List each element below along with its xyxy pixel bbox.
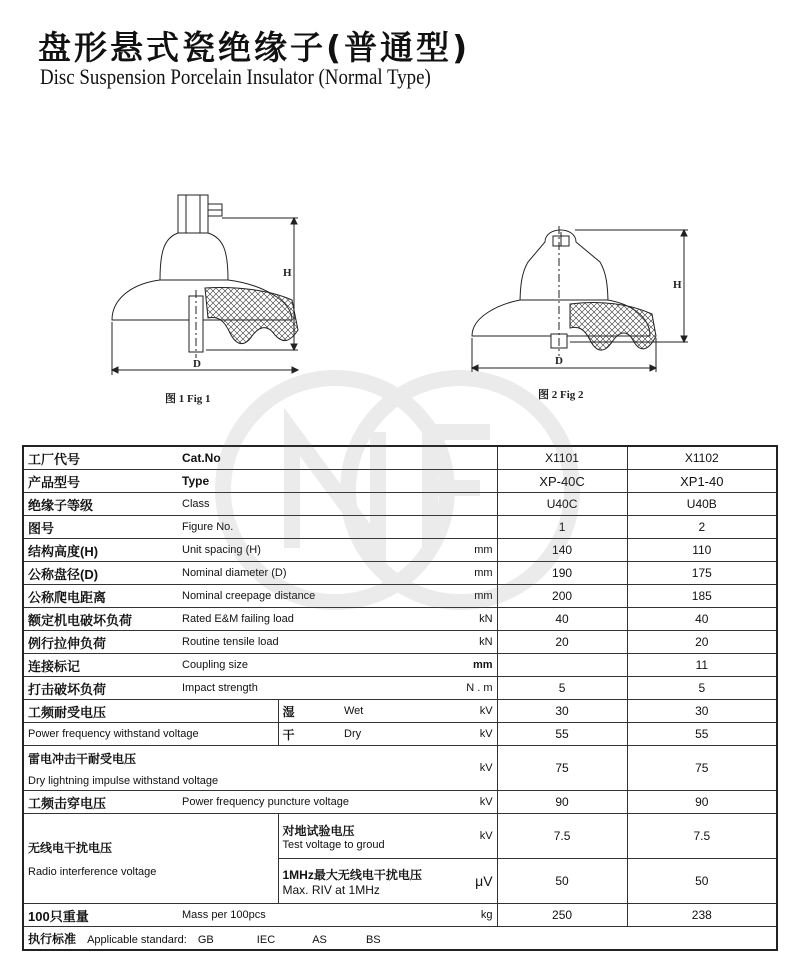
spec-table xyxy=(22,445,778,951)
cell-value: 75 xyxy=(497,746,627,791)
row-label-cn: 额定机电破坏负荷 xyxy=(23,608,178,631)
cell-value: 90 xyxy=(627,791,777,814)
cell-value: 200 xyxy=(497,585,627,608)
row-label-en: Dry lightning impulse withstand voltage xyxy=(28,774,219,787)
row-label-cn: 产品型号 xyxy=(23,470,178,493)
row-unit: μV xyxy=(442,859,497,904)
cell-value: 175 xyxy=(627,562,777,585)
cell-value: 20 xyxy=(497,631,627,654)
cell-value: 40 xyxy=(627,608,777,631)
figure-2-caption: 图 2 Fig 2 xyxy=(538,389,584,401)
table-row-type xyxy=(23,470,777,493)
row-label-en: Coupling size xyxy=(178,654,442,677)
row-unit: kV xyxy=(442,791,497,814)
cell-value: 11 xyxy=(627,654,777,677)
cell-value: U40C xyxy=(497,493,627,516)
cell-x1102: X1102 xyxy=(627,446,777,470)
cell-value: 1 xyxy=(497,516,627,539)
row-label-en: Power frequency puncture voltage xyxy=(178,791,442,814)
table-row-riv-test xyxy=(23,814,777,859)
test-voltage-label-cn: 对地试验电压 xyxy=(282,823,355,838)
table-row-pfw-dry xyxy=(23,723,777,746)
table-row-figure xyxy=(23,516,777,539)
row-label-en: Routine tensile load xyxy=(178,631,442,654)
figure-1-caption: 图 1 Fig 1 xyxy=(165,393,211,405)
cell-x1101: X1101 xyxy=(497,446,627,470)
row-label-cn: 公称盘径(D) xyxy=(23,562,178,585)
cell-value: 185 xyxy=(627,585,777,608)
cell-value: 50 xyxy=(627,859,777,904)
cell-value: 2 xyxy=(627,516,777,539)
max-riv-label-en: Max. RIV at 1MHz xyxy=(282,882,380,897)
dry-label-en: Dry xyxy=(340,723,442,746)
row-unit: kV xyxy=(442,814,497,859)
row-label-cn: 工频击穿电压 xyxy=(23,791,178,814)
table-row-creepage xyxy=(23,585,777,608)
cell-value: 30 xyxy=(497,700,627,723)
standard-label-en: Applicable standard: xyxy=(87,933,187,946)
cell-value: 55 xyxy=(497,723,627,746)
table-row-standard xyxy=(23,927,777,951)
row-label-cn: 结构高度(H) xyxy=(23,539,178,562)
row-unit: N . m xyxy=(442,677,497,700)
cell-value: 90 xyxy=(497,791,627,814)
cell-value: 5 xyxy=(627,677,777,700)
cell-value: 7.5 xyxy=(627,814,777,859)
row-label-en: Figure No. xyxy=(178,516,497,539)
row-label-en: Impact strength xyxy=(178,677,442,700)
row-label-cn: 无线电干扰电压 xyxy=(28,841,113,855)
row-unit: kg xyxy=(442,904,497,927)
table-row-failing-load xyxy=(23,608,777,631)
row-unit: kN xyxy=(442,608,497,631)
row-label-cn: 工频耐受电压 xyxy=(23,700,278,723)
cell-value: 40 xyxy=(497,608,627,631)
figure-2-drawing xyxy=(472,226,688,372)
cell-value: 190 xyxy=(497,562,627,585)
row-label-en: Radio interference voltage xyxy=(28,866,157,878)
table-row-lightning xyxy=(23,746,777,791)
row-label-en: Power frequency withstand voltage xyxy=(23,723,278,746)
wet-label-cn: 湿 xyxy=(278,700,340,723)
row-label-cn: 连接标记 xyxy=(23,654,178,677)
dry-label-cn: 干 xyxy=(278,723,340,746)
cell-value: 55 xyxy=(627,723,777,746)
row-unit: mm xyxy=(442,585,497,608)
wet-label-en: Wet xyxy=(340,700,442,723)
cell-value: 238 xyxy=(627,904,777,927)
row-label-cn: 100只重量 xyxy=(23,904,178,927)
cell-value: 110 xyxy=(627,539,777,562)
cell-value: 75 xyxy=(627,746,777,791)
cell-value: 20 xyxy=(627,631,777,654)
row-label-cn: 打击破坏负荷 xyxy=(23,677,178,700)
table-row-mass xyxy=(23,904,777,927)
row-unit: mm xyxy=(442,654,497,677)
row-unit: kV xyxy=(442,700,497,723)
table-row-diameter xyxy=(23,562,777,585)
table-row-coupling xyxy=(23,654,777,677)
table-row-height xyxy=(23,539,777,562)
row-label-cn: 工厂代号 xyxy=(23,446,178,470)
table-row-cat xyxy=(23,446,777,470)
standard-label-cn: 执行标准 xyxy=(28,931,77,946)
fig2-d-label: D xyxy=(555,355,563,367)
cell-value: 5 xyxy=(497,677,627,700)
row-unit: mm xyxy=(442,562,497,585)
fig2-h-label: H xyxy=(673,279,682,291)
row-unit: mm xyxy=(442,539,497,562)
cell-value: 7.5 xyxy=(497,814,627,859)
row-label-cn: 例行拉伸负荷 xyxy=(23,631,178,654)
page-title-cn: 盘形悬式瓷绝缘子(普通型) xyxy=(38,28,471,67)
table-row-pfw-wet xyxy=(23,700,777,723)
page-title-en: Disc Suspension Porcelain Insulator (Normal Type) xyxy=(40,64,431,89)
standard-as: AS xyxy=(312,933,327,946)
row-unit: kV xyxy=(442,746,497,791)
row-label-cn: 绝缘子等级 xyxy=(23,493,178,516)
standard-iec: IEC xyxy=(256,933,276,946)
row-label-en: Type xyxy=(178,470,497,493)
standard-gb: GB xyxy=(197,933,214,946)
row-label-en: Nominal creepage distance xyxy=(178,585,442,608)
insulator-drawings xyxy=(0,0,800,440)
row-label-en: Unit spacing (H) xyxy=(178,539,442,562)
row-label-en: Mass per 100pcs xyxy=(178,904,442,927)
table-row-class xyxy=(23,493,777,516)
cell-value: 50 xyxy=(497,859,627,904)
cell-value: 250 xyxy=(497,904,627,927)
row-label-en: Cat.No xyxy=(178,446,497,470)
cell-value: XP1-40 xyxy=(627,470,777,493)
cell-value: XP-40C xyxy=(497,470,627,493)
cell-value: 140 xyxy=(497,539,627,562)
row-label-en: Class xyxy=(178,493,497,516)
row-label-cn: 公称爬电距离 xyxy=(23,585,178,608)
figure-1-drawing xyxy=(112,195,298,375)
table-row-puncture xyxy=(23,791,777,814)
fig1-h-label: H xyxy=(283,267,292,279)
table-row-impact xyxy=(23,677,777,700)
cell-value: U40B xyxy=(627,493,777,516)
row-unit: kV xyxy=(442,723,497,746)
row-label-en: Rated E&M failing load xyxy=(178,608,442,631)
row-label-cn: 雷电冲击干耐受电压 xyxy=(28,751,137,766)
standard-bs: BS xyxy=(365,933,381,946)
cell-value xyxy=(497,654,627,677)
cell-value: 30 xyxy=(627,700,777,723)
max-riv-label-cn: 1MHz最大无线电干扰电压 xyxy=(282,867,422,882)
row-label-en: Nominal diameter (D) xyxy=(178,562,442,585)
table-row-routine-load xyxy=(23,631,777,654)
row-label-cn: 图号 xyxy=(23,516,178,539)
row-unit: kN xyxy=(442,631,497,654)
test-voltage-label-en: Test voltage to groud xyxy=(282,838,385,851)
fig1-d-label: D xyxy=(193,358,201,370)
